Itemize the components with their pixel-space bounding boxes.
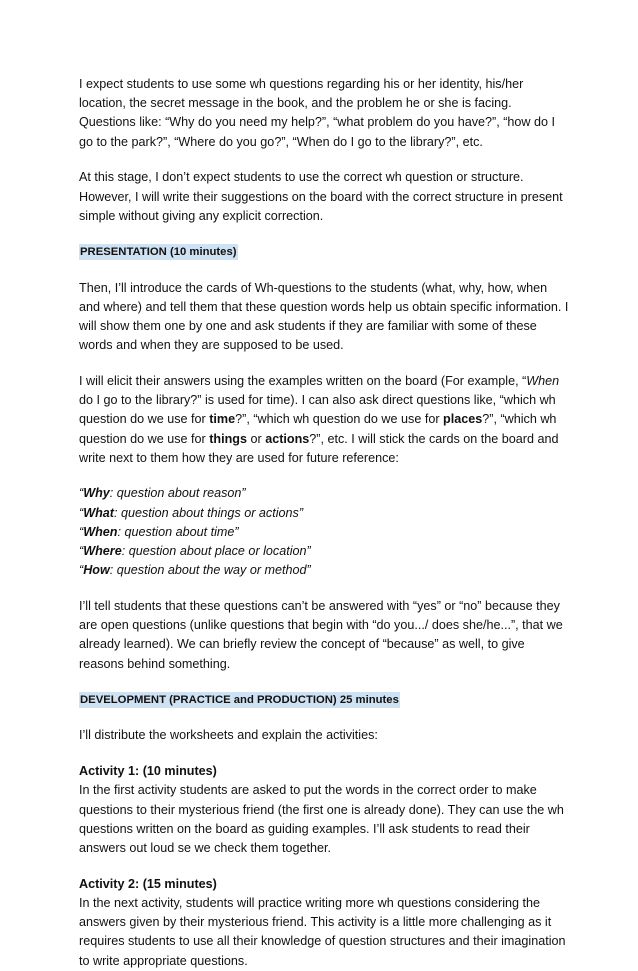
quote-mark: “ [79, 563, 84, 578]
reference-item-what [79, 504, 569, 523]
reference-word: How [83, 563, 110, 578]
reference-desc: : question about place or location” [121, 544, 311, 559]
reference-word: Why [83, 486, 110, 501]
keyword-when: When [526, 373, 560, 388]
text-segment: ?”, “which wh question do we use for [79, 412, 557, 446]
quote-mark: “ [79, 524, 84, 539]
text-segment: do I go to the library?” is used for time). I can also ask direct questions like, “which wh question do we use for [79, 393, 556, 427]
text-segment: or [247, 431, 266, 446]
intro-paragraph-2: Questions like: “Why do you need my help?”, “what problem do you have?”, “how do I go to the park?”, “Where do you go?”, “When do I go to the library?”, etc. [79, 115, 556, 149]
quote-mark: “ [79, 505, 84, 520]
presentation-paragraph-1: Then, I’ll introduce the cards of Wh-questions to the students (what, why, how, when and where) and tell them that these question words help us obtain specific information. I will show them one by one and ask students if they are familiar with some of these words and when they are supposed to be used. [79, 280, 569, 353]
reference-word: What [83, 505, 114, 520]
reference-desc: : question about the way or method” [109, 563, 311, 578]
reference-item-how [79, 561, 569, 580]
keyword-time: time [209, 412, 236, 427]
text-segment: ?”, etc. I will stick the cards on the board and write next to them how they are used for future reference: [79, 431, 559, 465]
reference-desc: : question about reason” [109, 486, 246, 501]
activity-1-text: In the first activity students are asked to put the words in the correct order to make questions to their mysterious friend (the first one is already done). They can use the wh questions written on the board as guiding examples. I’ll ask students to read their answers out loud se we check them together. [79, 783, 564, 855]
document-page [79, 75, 569, 971]
text-segment: ?”, “which wh question do we use for [235, 412, 444, 427]
activity-2-title: Activity 2: (15 minutes) [79, 876, 217, 891]
reference-list [79, 484, 569, 580]
keyword-places: places [443, 412, 483, 427]
presentation-paragraph-3: I’ll tell students that these questions can’t be answered with “yes” or “no” because they are open questions (unlike questions that begin with “do you.../ does she/he...”, that we already learned). We can briefly review the concept of “because” as well, to give reasons behind something. [79, 598, 563, 671]
reference-desc: : question about things or actions” [113, 505, 304, 520]
keyword-actions: actions [265, 431, 310, 446]
presentation-heading-wrap [79, 242, 569, 261]
reference-word: When [83, 524, 118, 539]
reference-item-where [79, 542, 569, 561]
development-heading-wrap [79, 690, 569, 709]
intro-paragraph-3: At this stage, I don’t expect students to use the correct wh question or structure. However, I will write their suggestions on the board with the correct structure in present simple without giving any explicit correction. [79, 170, 563, 223]
activity-1-title: Activity 1: (10 minutes) [79, 764, 217, 779]
keyword-things: things [209, 431, 247, 446]
intro-paragraph-1: I expect students to use some wh questions regarding his or her identity, his/her location, the secret message in the book, and the problem he or she is facing. [79, 77, 524, 111]
reference-word: Where [83, 544, 122, 559]
quote-mark: “ [79, 544, 84, 559]
activity-2-text: In the next activity, students will practice writing more wh questions considering the answers given by their mysterious friend. This activity is a little more challenging as it requires students to use all their knowledge of question structures and their imagination to write appropriate questions. [79, 895, 566, 968]
presentation-heading: PRESENTATION (10 minutes) [80, 246, 237, 259]
reference-item-why [79, 484, 569, 503]
development-intro: I’ll distribute the worksheets and explain the activities: [79, 728, 378, 743]
reference-desc: : question about time” [117, 524, 239, 539]
quote-mark: “ [79, 486, 84, 501]
presentation-paragraph-2 [79, 372, 569, 468]
text-segment: I will elicit their answers using the examples written on the board (For example, “ [79, 373, 527, 388]
reference-item-when [79, 523, 569, 542]
development-heading: DEVELOPMENT (PRACTICE and PRODUCTION) 25 minutes [80, 694, 399, 707]
